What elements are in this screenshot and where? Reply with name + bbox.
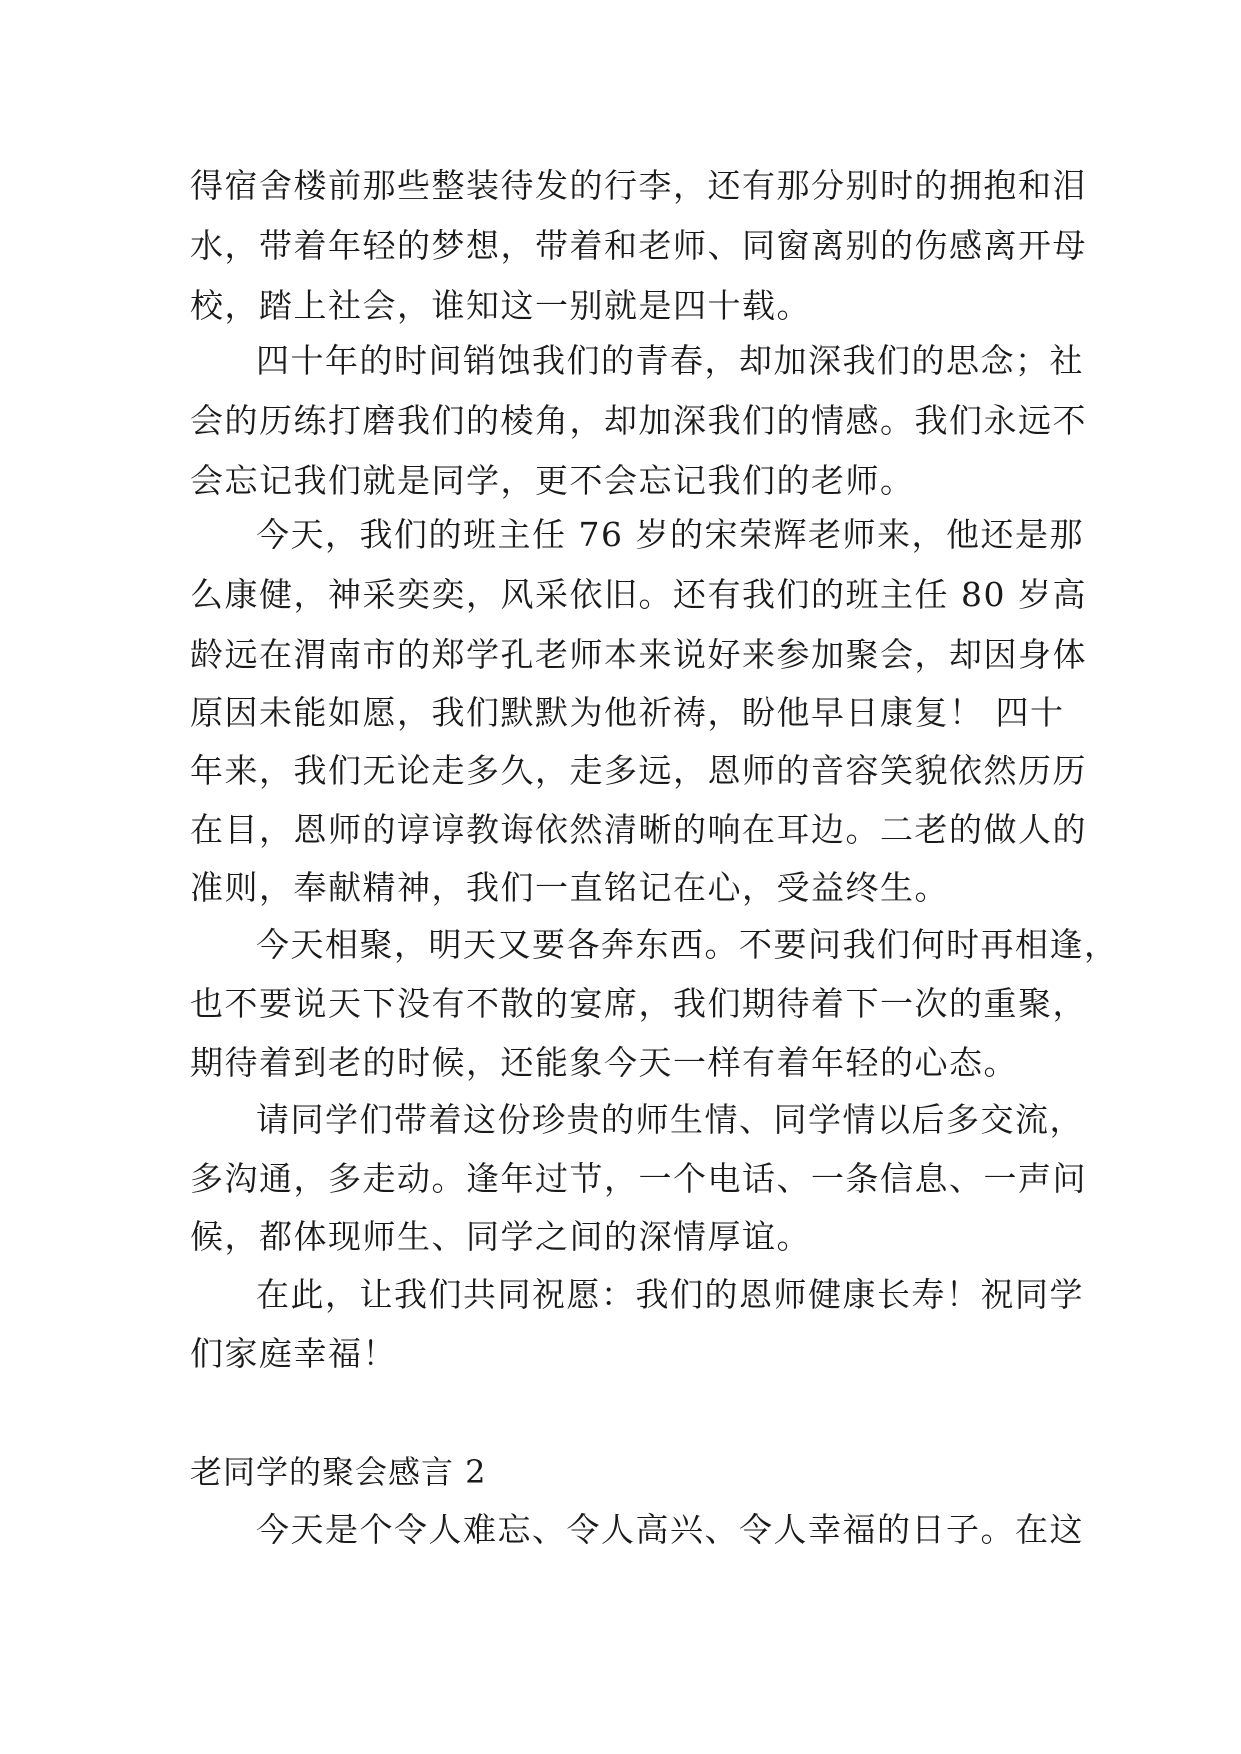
paragraph-line: 今天相聚，明天又要各奔东西。不要问我们何时再相逢，: [256, 925, 1119, 964]
paragraph-line: 会忘记我们就是同学，更不会忘记我们的老师。: [190, 461, 915, 500]
paragraph-line: 得宿舍楼前那些整装待发的行李，还有那分别时的拥抱和泪: [190, 166, 1087, 205]
paragraph-line: 准则，奉献精神，我们一直铭记在心，受益终生。: [190, 868, 949, 907]
paragraph-line: 们家庭幸福！: [190, 1334, 397, 1373]
paragraph-line: 会的历练打磨我们的棱角，却加深我们的情感。我们永远不: [190, 401, 1087, 440]
paragraph-line: 多沟通，多走动。逢年过节，一个电话、一条信息、一声问: [190, 1159, 1087, 1198]
paragraph-line: 也不要说天下没有不散的宴席，我们期待着下一次的重聚，: [190, 984, 1087, 1023]
paragraph-line: 水，带着年轻的梦想，带着和老师、同窗离别的伤感离开母: [190, 226, 1087, 265]
paragraph-line: 候，都体现师生、同学之间的深情厚谊。: [190, 1217, 811, 1256]
paragraph-line: 龄远在渭南市的郑学孔老师本来说好来参加聚会，却因身体: [190, 635, 1087, 674]
paragraph-line: 在此，让我们共同祝愿：我们的恩师健康长寿！祝同学: [256, 1275, 1084, 1314]
paragraph-line: 么康健，神采奕奕，风采依旧。还有我们的班主任 80 岁高: [190, 575, 1087, 614]
paragraph-line: 在目，恩师的谆谆教诲依然清晰的响在耳边。二老的做人的: [190, 810, 1087, 849]
paragraph-line: 期待着到老的时候，还能象今天一样有着年轻的心态。: [190, 1043, 1018, 1082]
section-title: 老同学的聚会感言 2: [190, 1453, 487, 1491]
paragraph-line: 今天是个令人难忘、令人高兴、令人幸福的日子。在这: [256, 1510, 1084, 1549]
paragraph-line: 原因未能如愿，我们默默为他祈祷，盼他早日康复！ 四十: [190, 693, 1065, 732]
paragraph-line: 今天，我们的班主任 76 岁的宋荣辉老师来，他还是那: [256, 515, 1084, 554]
paragraph-line: 四十年的时间销蚀我们的青春，却加深我们的思念；社: [256, 341, 1084, 380]
paragraph-line: 请同学们带着这份珍贵的师生情、同学情以后多交流，: [256, 1100, 1084, 1139]
paragraph-line: 校，踏上社会，谁知这一别就是四十载。: [190, 286, 811, 325]
paragraph-line: 年来，我们无论走多久，走多远，恩师的音容笑貌依然历历: [190, 751, 1087, 790]
